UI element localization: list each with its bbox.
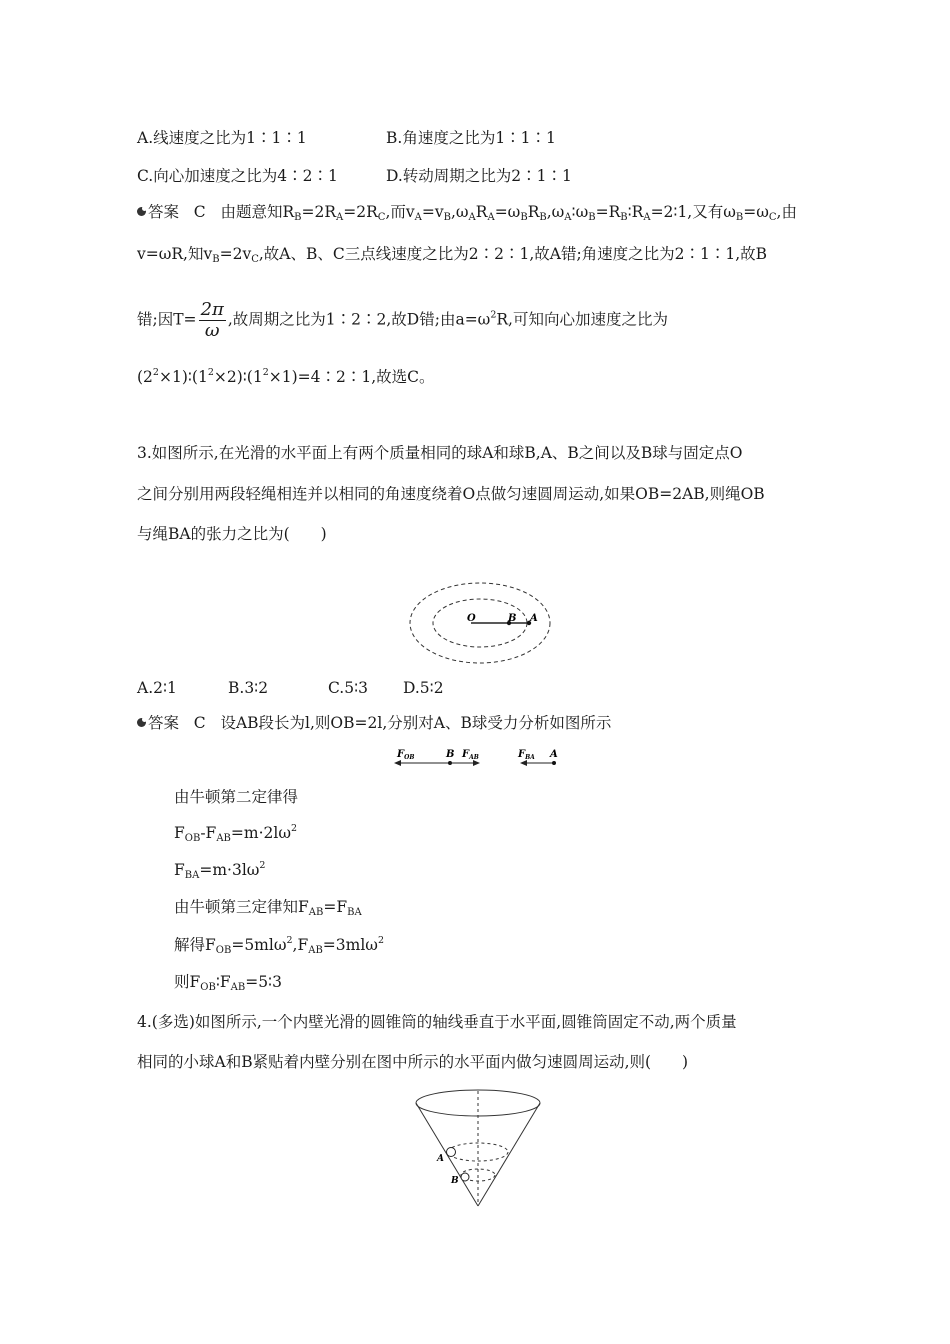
eq-5: 则$F_{OB}∶F_{AB}=5∶3$ [174,973,282,993]
force-diagram [390,742,570,772]
eq-2: $F_{BA}=m\cdot 3l\omega^2$ [174,860,266,881]
option-b: B.角速度之比为1∶1∶1 [386,129,556,147]
q3-opt-c: C.5∶3 [328,679,368,697]
answer-line-4: $(2^2\times 1)∶(1^2\times 2)∶(1^2\times 1)=4∶2∶1$,故选C。 [137,367,435,386]
label-b2: B [446,749,455,760]
q3-line-2: 之间分别用两段轻绳相连并以相同的角速度绕着O点做匀速圆周运动,如果OB=2AB,则绳OB [137,485,765,503]
label-o: O [467,613,476,624]
ball-a-cone [447,1148,456,1157]
q4-line-2: 相同的小球A和B紧贴着内壁分别在图中所示的水平面内做匀速圆周运动,则( ) [137,1053,689,1071]
eq-3: 由牛顿第三定律知$F_{AB}=F_{BA}$ [174,898,362,918]
arrow-fob [394,760,401,766]
answer-line-2: v=ωR,知$v_B=2v_C$,故A、B、C三点线速度之比为2∶2∶1,故A错;角速度之比为2∶1∶1,故B [137,245,768,265]
q3-opt-d: D.5∶2 [403,679,444,697]
newton2-text: 由牛顿第二定律得 [174,788,299,806]
eq-1: $F_{OB}-F_{AB}=m\cdot 2l\omega^2$ [174,823,298,844]
label-a: A [530,613,538,624]
fraction-denominator: ω [204,320,220,341]
answer-line-3: 错;因T= $\frac{2\pi}{\omega}$ ,故周期之比为1∶2∶2,故D错;由$a=\omega^2R$,可知向心加速度之比为 [137,299,668,341]
option-c: C.向心加速度之比为4∶2∶1 [137,167,338,185]
answer3-label: 答案 [148,714,180,732]
period-fraction [199,300,226,341]
q4-line-1: 4.(多选)如图所示,一个内壁光滑的圆锥筒的轴线垂直于水平面,圆锥筒固定不动,两个质量 [137,1013,737,1031]
cone-figure [410,1086,550,1210]
answer3-text: 设AB段长为l,则OB=2l,分别对A、B球受力分析如图所示 [220,714,612,732]
answer-choice: C [193,203,206,221]
label-a-cone: A [437,1154,444,1164]
point-a [552,761,556,765]
option-d: D.转动周期之比为2∶1∶1 [386,167,572,185]
answer-icon [137,718,146,727]
eq-4: 解得$F_{OB}=5ml\omega^2,F_{AB}=3ml\omega^2$ [174,935,384,956]
answer-icon [137,207,146,216]
option-a: A.线速度之比为1∶1∶1 [137,129,307,147]
ball-b-cone [461,1173,469,1181]
label-fob: $F_{OB}$ [397,749,415,761]
label-a2: A [550,749,558,760]
answer3-choice: C [193,714,206,732]
answer-line-1: 答案 C 由题意知$R_B=2R_A=2R_C$,而$v_A=v_B,\omega_AR_A=\omega_BR_B,\omega_A∶\omega_B=R_B∶R_A=2∶1$,又有$\omega_B=\omega_C$,由 [137,202,797,222]
q3-opt-a: A.2∶1 [137,679,177,697]
q3-line-3: 与绳BA的张力之比为( ) [137,525,327,543]
q3-line-1: 3.如图所示,在光滑的水平面上有两个质量相同的球A和球B,A、B之间以及B球与固定点O [137,444,743,462]
q3-opt-b: B.3∶2 [228,679,269,697]
answer3-line-1 [137,713,611,733]
label-fba: $F_{BA}$ [518,749,535,761]
answer-label: 答案 [148,203,180,221]
label-b-cone: B [451,1176,459,1186]
label-b: B [508,613,517,624]
cone-right-side [478,1103,540,1206]
label-fab: $F_{AB}$ [462,749,479,761]
orbit-figure [405,578,565,668]
fraction-numerator: 2π [200,299,224,320]
